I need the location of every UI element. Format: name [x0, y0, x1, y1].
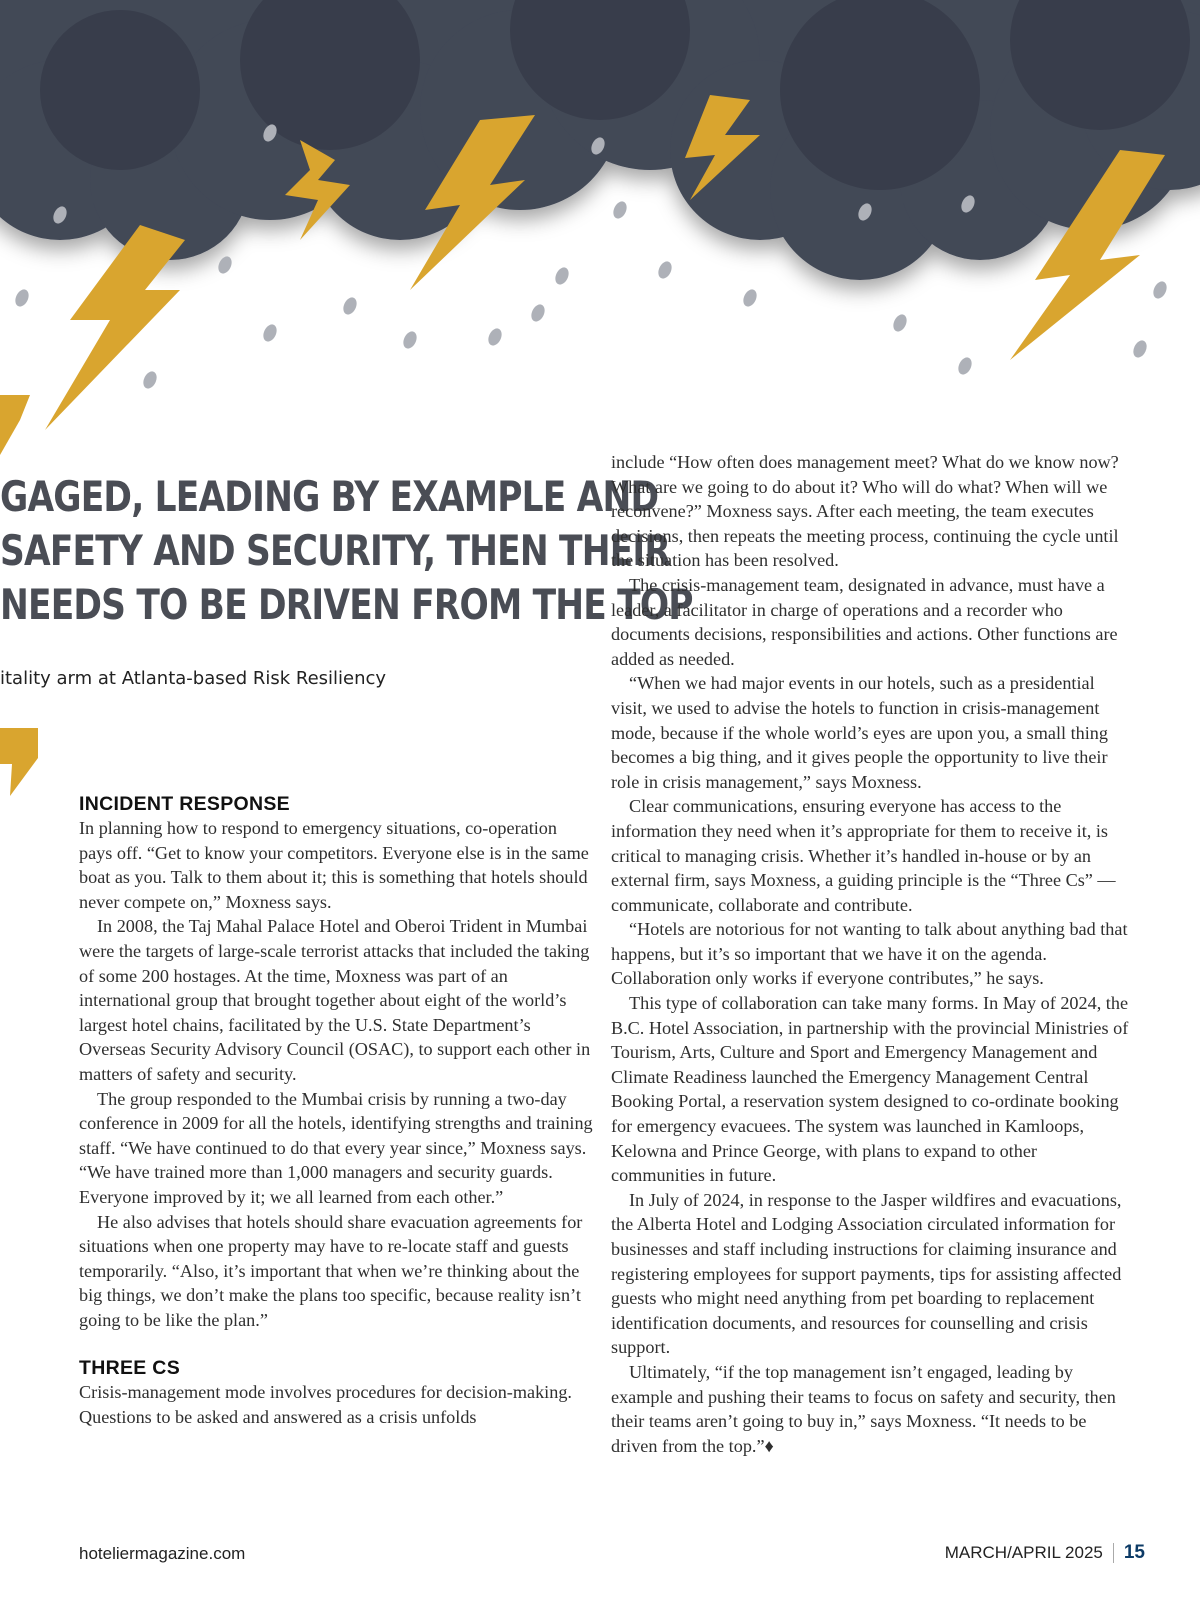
pull-quote-line: SAFETY AND SECURITY, THEN THEIR	[0, 526, 671, 575]
body-paragraph: In planning how to respond to emergency situations, co-operation pays off. “Get to know your competitors. Everyone else is in the same boat as you. Talk to them about it; this is something that hotels should never compete on,” Moxness says.	[79, 818, 589, 912]
body-paragraph: Clear communications, ensuring everyone has access to the information they need when it’s appropriate for them to receive it, is critical to managing crisis. Whether it’s handled in-house or by an external firm, says Moxness, a guiding principle is the “Three Cs” — communicate, collaborate and contribute.	[611, 796, 1116, 915]
body-paragraph: In 2008, the Taj Mahal Palace Hotel and Oberoi Trident in Mumbai were the targets of large-scale terrorist attacks that included the taking of some 200 hostages. At the time, Moxness was part of an international group that brought together about eight of the world’s largest hotel chains, facilitated by the U.S. State Department’s Overseas Security Advisory Council (OSAC), to support each other in matters of safety and security.	[79, 916, 591, 1084]
pull-quote	[0, 470, 693, 632]
pull-quote-attribution: itality arm at Atlanta-based Risk Resiliency	[0, 668, 387, 689]
body-paragraph: The crisis-management team, designated in advance, must have a leader, a facilitator in charge of operations and a recorder who documents decisions, responsibilities and actions. Other functions are added as needed.	[611, 574, 1118, 669]
section-heading-incident-response: INCIDENT RESPONSE	[79, 793, 290, 815]
body-paragraph: include “How often does management meet? What do we know now? What are we going to do about it? Who will do what? When will we reconvene?” Moxness says. After each meeting, the team executes decisions, then repeats the meeting process, continuing the cycle until the situation has been resolved.	[611, 452, 1119, 571]
section-heading-three-cs: THREE CS	[79, 1357, 180, 1380]
pull-quote-line: GAGED, LEADING BY EXAMPLE AND	[0, 472, 659, 521]
page-number: 15	[1123, 1542, 1145, 1563]
issue-date: MARCH/APRIL 2025	[944, 1543, 1103, 1562]
footer-issue-info	[945, 1542, 1145, 1564]
body-paragraph: This type of collaboration can take many forms. In May of 2024, the B.C. Hotel Association, in partnership with the provincial Ministries of Tourism, Arts, Culture and Sport and Emergency Management and Climate Readiness launched the Emergency Management Central Booking Portal, a reservation system designed to co-ordinate booking for emergency evacuees. The system was launched in Kamloops, Kelowna and Prince George, with plans to expand to other communities in future.	[611, 993, 1129, 1186]
body-paragraph: He also advises that hotels should share evacuation agreements for situations when one property may have to re-locate staff and guests temporarily. “Also, it’s important that when we’re thinking about the big things, we don’t make the plans too specific, because reality isn’t going to be like the plan.”	[79, 1211, 583, 1330]
pull-quote-line: NEEDS TO BE DRIVEN FROM THE TOP	[0, 580, 693, 629]
body-paragraph: Ultimately, “if the top management isn’t engaged, leading by example and pushing their teams to focus on safety and security, then their teams aren’t going to buy in,” says Moxness. “It needs to be driven from the top.”♦	[611, 1361, 1116, 1456]
storm-clouds-illustration	[0, 0, 1200, 470]
article-column-left	[79, 792, 594, 1430]
body-paragraph: In July of 2024, in response to the Jasper wildfires and evacuations, the Alberta Hotel and Lodging Association circulated information for businesses and staff including instructions for claiming insurance and registering employees for support payments, tips for assisting affected guests who might need anything from pet boarding to replacement identification documents, and resources for counselling and crisis support.	[611, 1189, 1122, 1358]
body-paragraph: The group responded to the Mumbai crisis by running a two-day conference in 2009 for all the hotels, identifying strengths and training staff. “We have continued to do that every year since,” Moxness says. “We have trained more than 1,000 managers and security guards. Everyone improved by it; we all learned from each other.”	[79, 1088, 593, 1207]
closing-quote-icon	[0, 728, 40, 798]
footer-divider	[1113, 1543, 1114, 1563]
body-paragraph: Crisis-management mode involves procedures for decision-making. Questions to be asked and answered as a crisis unfolds	[79, 1382, 572, 1428]
body-paragraph: “Hotels are notorious for not wanting to talk about anything bad that happens, but it’s so important that we have it on the agenda. Collaboration only works if everyone contributes,” he says.	[611, 919, 1128, 989]
body-paragraph: “When we had major events in our hotels, such as a presidential visit, we used to advise the hotels to function in crisis-management mode, because if the whole world’s eyes are upon you, a small thing becomes a big thing, and it gives people the opportunity to live their role in crisis management,” says Moxness.	[611, 673, 1108, 792]
footer-website: hoteliermagazine.com	[79, 1544, 246, 1563]
article-column-right	[611, 450, 1131, 1458]
